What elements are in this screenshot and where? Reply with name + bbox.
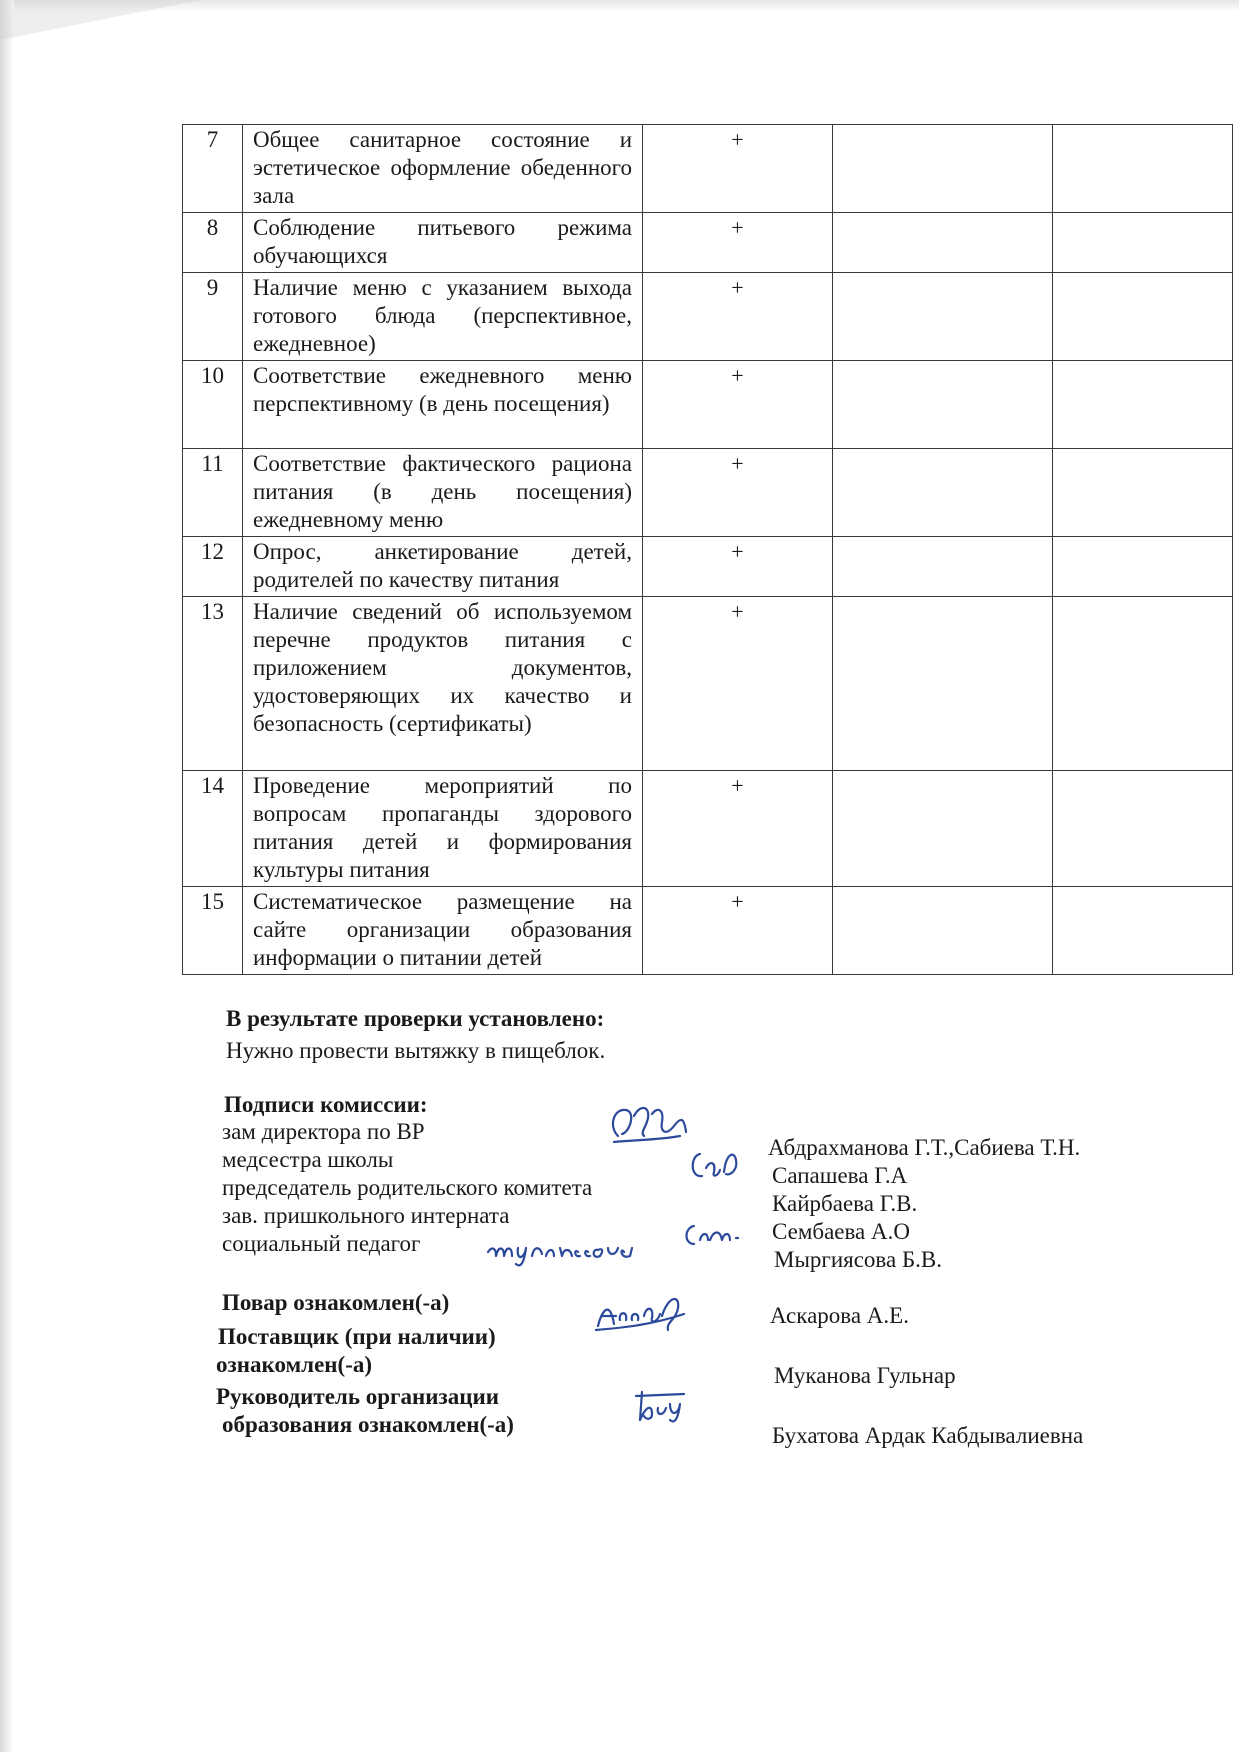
row-empty-cell: [1053, 597, 1233, 771]
commission-name: Сапашева Г.А: [772, 1163, 908, 1188]
table-row: [183, 449, 1233, 537]
table-row: [183, 771, 1233, 887]
row-empty-cell: [833, 125, 1053, 213]
row-empty-cell: [833, 537, 1053, 597]
row-criterion: Проведение мероприятий по вопросам пропаганды здорового питания детей и формирования культуры питания: [243, 771, 643, 887]
scan-corner-shadow: [0, 0, 200, 40]
row-number: 13: [183, 597, 243, 771]
row-criterion: Соответствие ежедневного меню перспективному (в день посещения): [243, 361, 643, 449]
row-empty-cell: [1053, 887, 1233, 975]
table-row: [183, 213, 1233, 273]
result-heading: В результате проверки установлено:: [226, 1006, 605, 1031]
row-empty-cell: [833, 449, 1053, 537]
commission-role: медсестра школы: [222, 1147, 394, 1172]
row-criterion: Наличие меню с указанием выхода готового блюда (перспективное, ежедневное): [243, 273, 643, 361]
row-mark: +: [643, 213, 833, 273]
row-criterion: Систематическое размещение на сайте организации образования информации о питании детей: [243, 887, 643, 975]
row-empty-cell: [1053, 273, 1233, 361]
row-empty-cell: [833, 771, 1053, 887]
row-mark: +: [643, 887, 833, 975]
row-mark: +: [643, 449, 833, 537]
supplier-label-2: ознакомлен(-а): [216, 1352, 373, 1377]
commission-role: председатель родительского комитета: [222, 1175, 593, 1200]
row-criterion: Общее санитарное состояние и эстетическое оформление обеденного зала: [243, 125, 643, 213]
row-number: 11: [183, 449, 243, 537]
scan-shadow-left: [0, 0, 14, 1752]
commission-heading: Подписи комиссии:: [224, 1092, 428, 1117]
signature-boarding-head: [680, 1218, 752, 1252]
supplier-label: Поставщик (при наличии): [218, 1324, 496, 1349]
head-name: Бухатова Ардак Кабдывалиевна: [772, 1423, 1084, 1448]
row-number: 8: [183, 213, 243, 273]
row-criterion: Соответствие фактического рациона питания (в день посещения) ежедневному меню: [243, 449, 643, 537]
row-number: 10: [183, 361, 243, 449]
table-row: [183, 597, 1233, 771]
row-mark: +: [643, 125, 833, 213]
table-row: [183, 361, 1233, 449]
commission-name: Сембаева А.О: [772, 1219, 910, 1244]
row-empty-cell: [833, 361, 1053, 449]
signature-deputy-director: [604, 1096, 694, 1156]
head-label: Руководитель организации: [216, 1384, 499, 1409]
row-mark: +: [643, 537, 833, 597]
signature-head: [630, 1386, 690, 1426]
row-mark: +: [643, 597, 833, 771]
row-empty-cell: [1053, 213, 1233, 273]
row-empty-cell: [1053, 537, 1233, 597]
table-row: [183, 537, 1233, 597]
row-empty-cell: [1053, 771, 1233, 887]
row-number: 9: [183, 273, 243, 361]
row-number: 12: [183, 537, 243, 597]
commission-name: Мыргиясова Б.В.: [774, 1247, 942, 1272]
commission-name: Кайрбаева Г.В.: [772, 1191, 918, 1216]
row-criterion: Наличие сведений об используемом перечне продуктов питания с приложением документов, удостоверяющих их качество и безопасность (сертификаты): [243, 597, 643, 771]
row-empty-cell: [1053, 449, 1233, 537]
row-empty-cell: [1053, 125, 1233, 213]
cook-name: Аскарова А.Е.: [770, 1303, 909, 1328]
row-empty-cell: [833, 887, 1053, 975]
row-mark: +: [643, 273, 833, 361]
row-criterion: Опрос, анкетирование детей, родителей по качеству питания: [243, 537, 643, 597]
head-label-2: образования ознакомлен(-а): [222, 1412, 514, 1437]
signature-nurse: [684, 1142, 744, 1192]
row-number: 7: [183, 125, 243, 213]
table-row: [183, 125, 1233, 213]
signature-cook: [588, 1286, 698, 1342]
signature-social-pedagogue: [484, 1234, 664, 1270]
row-criterion: Соблюдение питьевого режима обучающихся: [243, 213, 643, 273]
row-empty-cell: [833, 213, 1053, 273]
row-empty-cell: [833, 597, 1053, 771]
table-row: [183, 887, 1233, 975]
result-text: Нужно провести вытяжку в пищеблок.: [226, 1038, 606, 1063]
row-mark: +: [643, 771, 833, 887]
inspection-table: [182, 124, 1233, 975]
cook-label: Повар ознакомлен(-а): [222, 1290, 450, 1315]
commission-role: зам директора по ВР: [222, 1119, 425, 1144]
commission-name: Абдрахманова Г.Т.,Сабиева Т.Н.: [768, 1135, 1081, 1160]
table-row: [183, 273, 1233, 361]
supplier-name: Муканова Гульнар: [774, 1363, 956, 1388]
row-empty-cell: [1053, 361, 1233, 449]
commission-role: социальный педагог: [222, 1231, 421, 1256]
commission-role: зав. пришкольного интерната: [222, 1203, 510, 1228]
row-mark: +: [643, 361, 833, 449]
row-number: 15: [183, 887, 243, 975]
row-empty-cell: [833, 273, 1053, 361]
row-number: 14: [183, 771, 243, 887]
